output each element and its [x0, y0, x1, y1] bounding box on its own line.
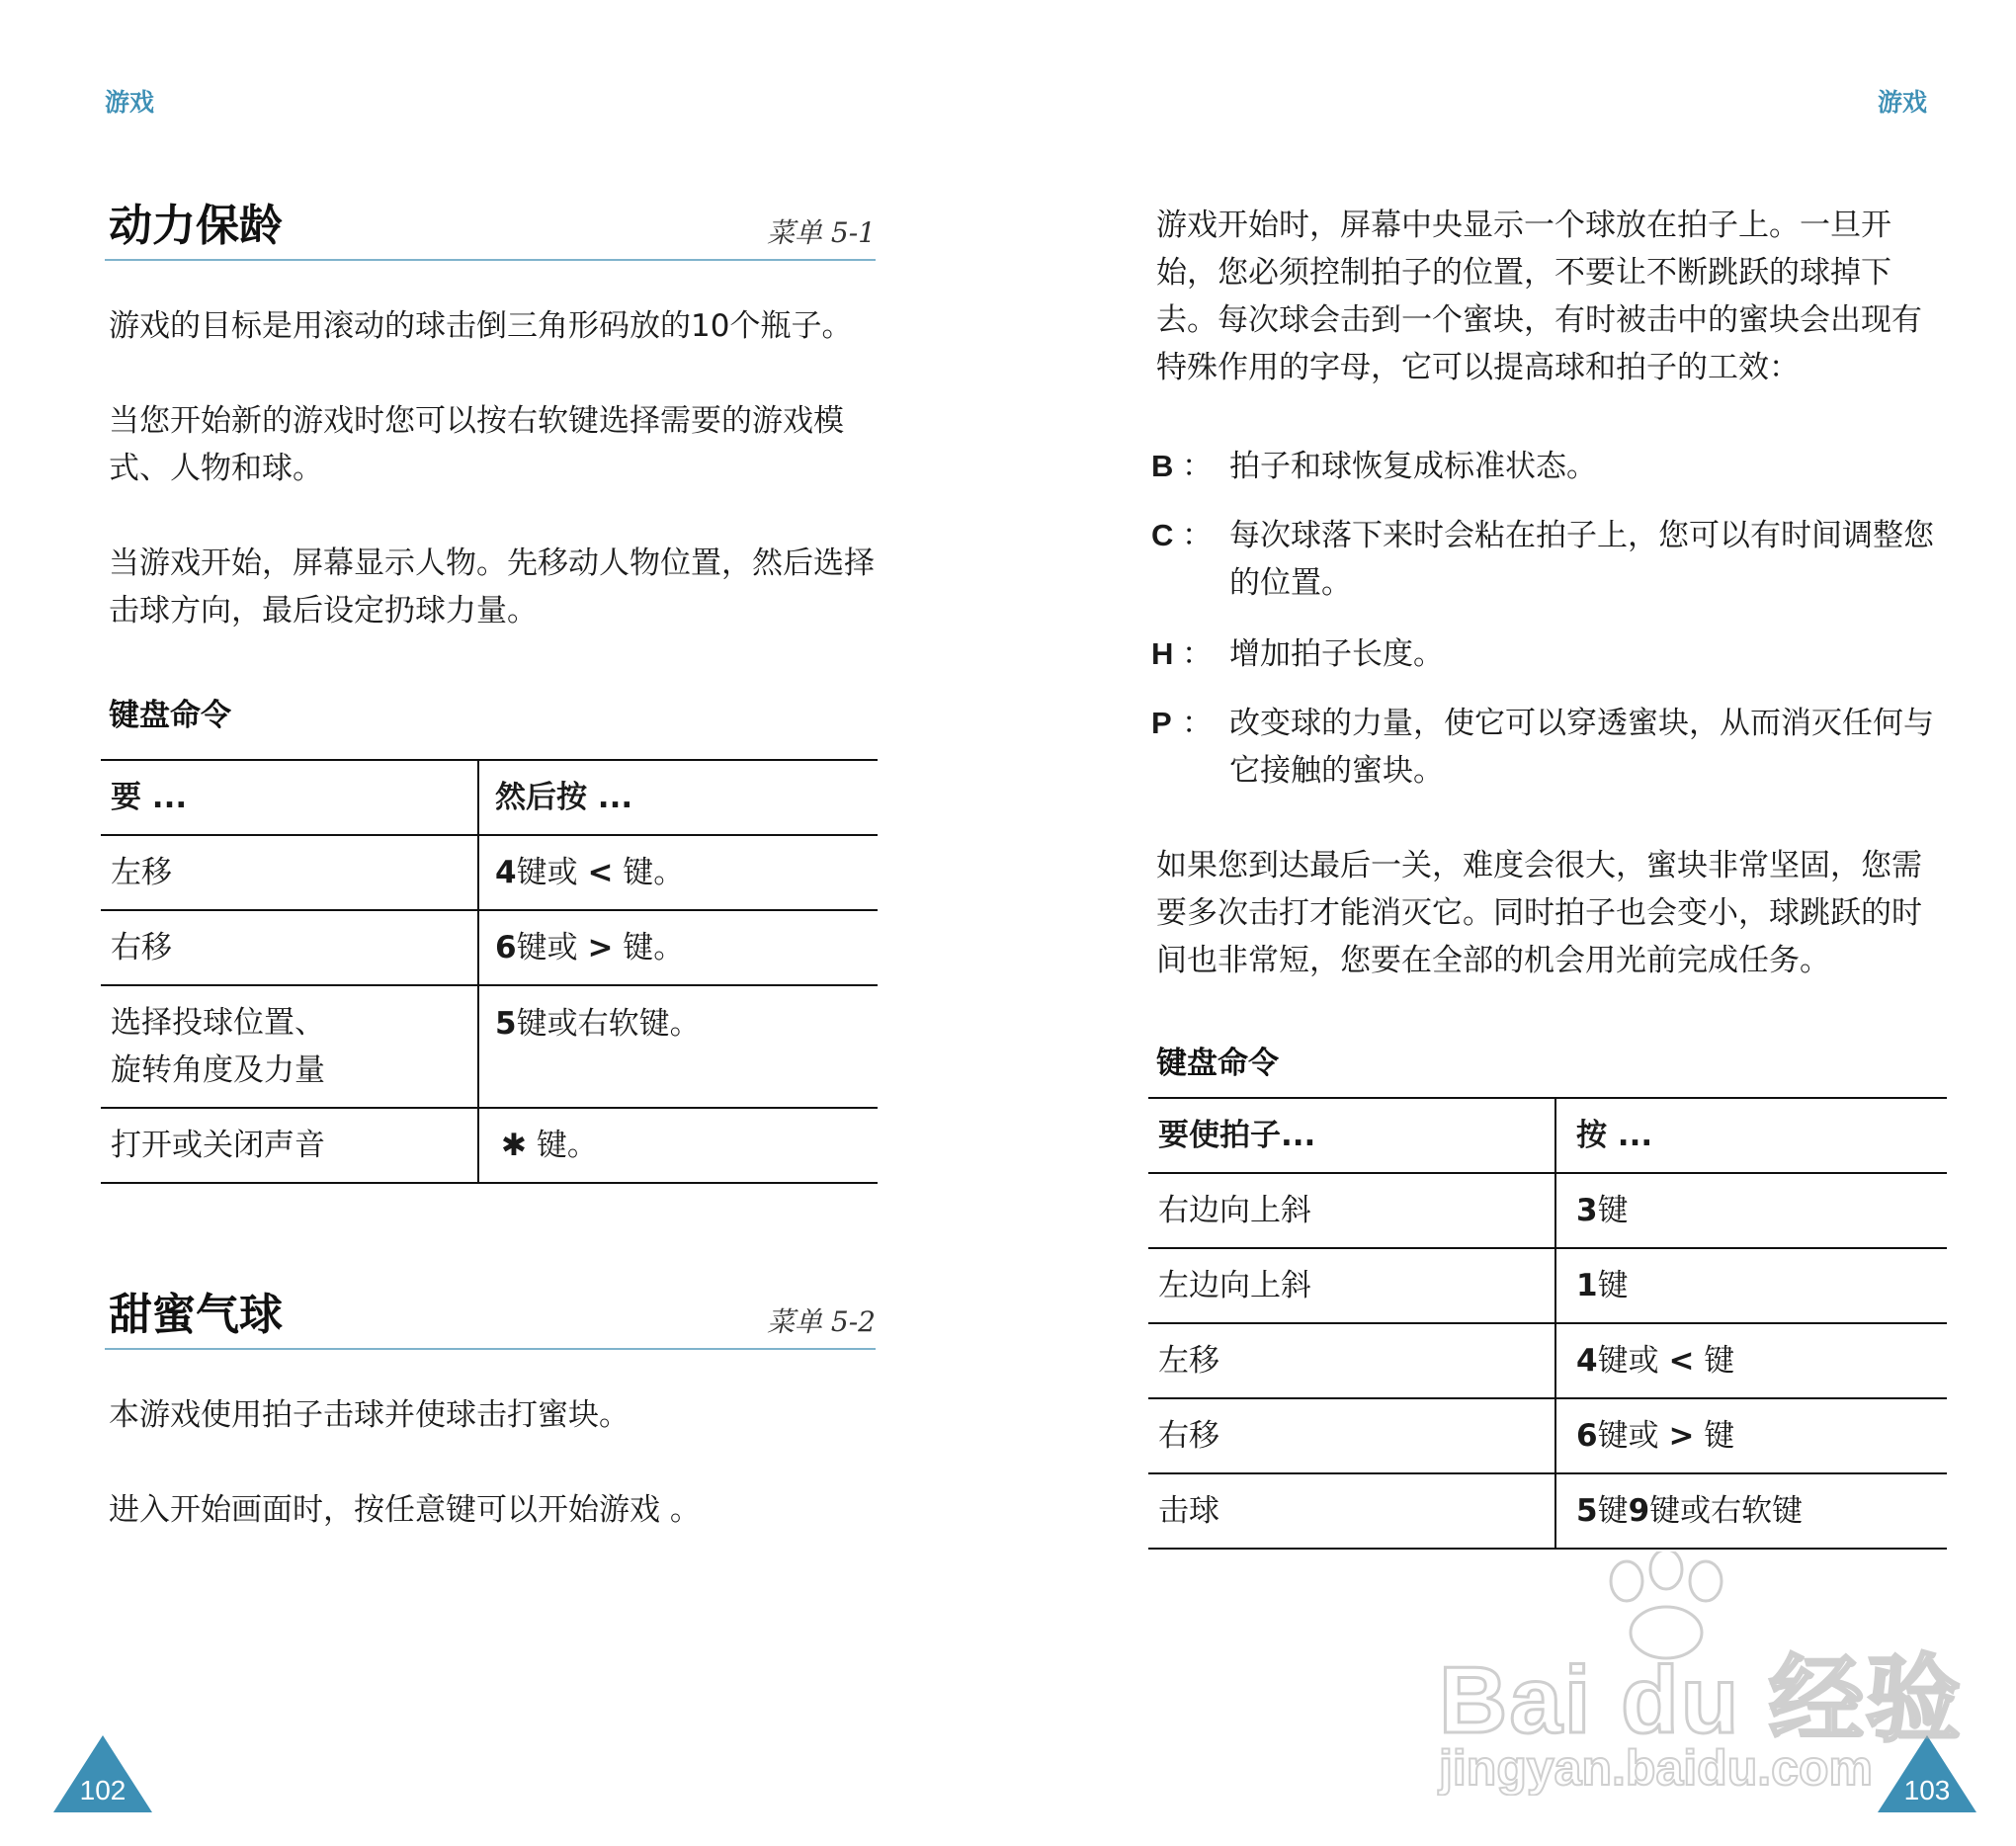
section-title: 动力保龄: [109, 201, 283, 251]
table-row: [101, 835, 878, 910]
key-number: 3: [1576, 1193, 1598, 1228]
letter-description: 增加拍子长度。: [1229, 636, 1444, 672]
action-cell: 左移: [1148, 1323, 1555, 1398]
right-arrow-icon: >: [587, 930, 614, 965]
table-row: [1148, 1248, 1947, 1323]
table-row: [1148, 1398, 1947, 1473]
left-arrow-icon: <: [1668, 1343, 1695, 1379]
table-row: [101, 1108, 878, 1183]
page-header: 游戏: [105, 88, 155, 117]
key-cell: 6键或 > 键: [1555, 1398, 1947, 1473]
column-header: 要使拍子...: [1148, 1098, 1555, 1173]
keyboard-heading: 键盘命令: [109, 698, 231, 733]
watermark-logo-text: Bai du 经验: [1439, 1647, 1964, 1753]
section-title-row: [105, 1267, 876, 1350]
key-number: 9: [1628, 1493, 1650, 1529]
paragraph: 本游戏使用拍子击球并使球击打蜜块。: [109, 1397, 630, 1433]
page-number: 102: [79, 1775, 126, 1805]
letter-item: P ： 改变球的力量，使它可以穿透蜜块，从而消灭任何与它接触的蜜块。: [1152, 700, 1982, 795]
action-cell: 右移: [1148, 1398, 1555, 1473]
paragraph: 如果您到达最后一关，难度会很大，蜜块非常坚固，您需要多次击打才能消灭它。同时拍子也会变小，球跳跃的时间也非常短，您要在全部的机会用光前完成任务。: [1156, 848, 1922, 978]
key-cell: 4键或 < 键。: [478, 835, 878, 910]
action-cell: 右移: [101, 910, 478, 985]
page-header: 游戏: [1878, 88, 1928, 117]
table-header-row: [101, 760, 878, 835]
key-cell: 1键: [1555, 1248, 1947, 1323]
key-cell: ✱ 键。: [478, 1108, 878, 1183]
letter-label: P: [1151, 706, 1172, 740]
table-header-row: [1148, 1098, 1947, 1173]
action-cell: 击球: [1148, 1473, 1555, 1549]
paragraph: 进入开始画面时，按任意键可以开始游戏 。: [109, 1492, 701, 1528]
key-number: 1: [1576, 1268, 1598, 1303]
key-number: 5: [495, 1006, 517, 1042]
key-cell: 3键: [1555, 1173, 1947, 1248]
table-row: [1148, 1173, 1947, 1248]
table-row: [1148, 1323, 1947, 1398]
column-header: 然后按 ...: [478, 760, 878, 835]
key-cell: 5键9键或右软键: [1555, 1473, 1947, 1549]
letter-label: B: [1151, 449, 1174, 483]
key-cell: 6键或 > 键。: [478, 910, 878, 985]
right-arrow-icon: >: [1668, 1418, 1695, 1454]
letter-description: 改变球的力量，使它可以穿透蜜块，从而消灭任何与它接触的蜜块。: [1229, 706, 1934, 789]
menu-reference: 菜单 5-1: [767, 216, 876, 249]
keyboard-command-table: [101, 759, 878, 1184]
table-row: [1148, 1473, 1947, 1549]
page-number-badge: [53, 1735, 152, 1812]
key-number: 6: [1576, 1418, 1598, 1454]
star-key-icon: ✱: [501, 1128, 527, 1163]
table-row: [101, 910, 878, 985]
column-header: 要 ...: [101, 760, 478, 835]
paragraph: 当游戏开始，屏幕显示人物。先移动人物位置，然后选择击球方向，最后设定扔球力量。: [109, 545, 875, 629]
watermark-url: jingyan.baidu.com: [1439, 1740, 1873, 1796]
keyboard-command-table: [1148, 1097, 1947, 1550]
letter-item: B ： 拍子和球恢复成标准状态。: [1152, 443, 1982, 490]
paragraph: 游戏的目标是用滚动的球击倒三角形码放的10个瓶子。: [109, 308, 853, 344]
key-cell: 5键或右软键。: [478, 985, 878, 1108]
paragraph: 当您开始新的游戏时您可以按右软键选择需要的游戏模式、人物和球。: [109, 403, 844, 486]
letter-description: 拍子和球恢复成标准状态。: [1229, 449, 1597, 484]
key-number: 5: [1576, 1493, 1598, 1529]
left-arrow-icon: <: [587, 855, 614, 890]
column-header: 按 ...: [1555, 1098, 1947, 1173]
intro-paragraph: 游戏开始时，屏幕中央显示一个球放在拍子上。一旦开始，您必须控制拍子的位置，不要让不断跳跃的球掉下去。每次球会击到一个蜜块，有时被击中的蜜块会出现有特殊作用的字母，它可以提高球和拍子的工效：: [1156, 208, 1922, 385]
letter-label: C: [1151, 518, 1174, 552]
action-cell: 选择投球位置、 旋转角度及力量: [101, 985, 478, 1108]
action-cell: 左移: [101, 835, 478, 910]
table-row: [101, 985, 878, 1108]
section-title-row: [105, 178, 876, 261]
page-number: 103: [1903, 1775, 1951, 1805]
action-cell: 打开或关闭声音: [101, 1108, 478, 1183]
action-cell: 右边向上斜: [1148, 1173, 1555, 1248]
key-cell: 4键或 < 键: [1555, 1323, 1947, 1398]
key-number: 4: [1576, 1343, 1598, 1379]
letter-label: H: [1151, 636, 1174, 671]
keyboard-heading: 键盘命令: [1156, 1046, 1279, 1081]
key-number: 4: [495, 855, 517, 890]
key-number: 6: [495, 930, 517, 965]
action-cell: 左边向上斜: [1148, 1248, 1555, 1323]
section-title: 甜蜜气球: [109, 1290, 283, 1340]
letter-description: 每次球落下来时会粘在拍子上，您可以有时间调整您的位置。: [1229, 518, 1934, 601]
menu-reference: 菜单 5-2: [767, 1305, 876, 1338]
letter-item: H ： 增加拍子长度。: [1152, 630, 1982, 678]
letter-item: C ： 每次球落下来时会粘在拍子上，您可以有时间调整您的位置。: [1152, 512, 1982, 607]
